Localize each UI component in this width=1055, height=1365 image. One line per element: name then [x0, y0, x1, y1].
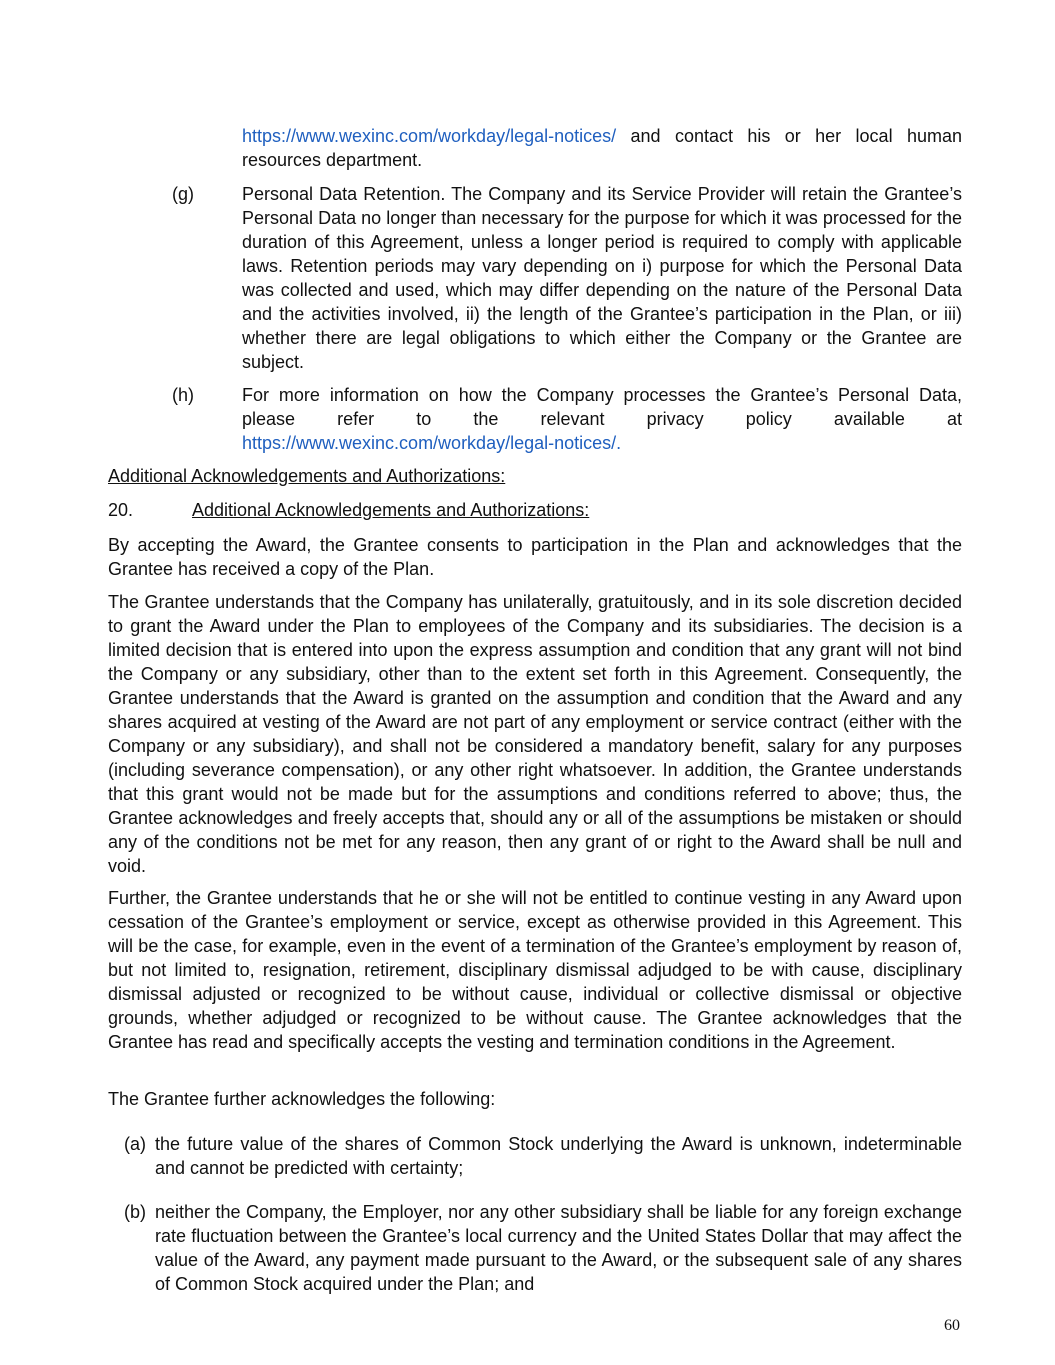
- paragraph-grant-discretion: The Grantee understands that the Company has unilaterally, gratuitously, and in its sole discretion decided to grant the Award under the Plan to employees of the Company and its subsidiaries. The decision is a limited decision that is entered into upon the express assumption and condition that any grant will not bind the Company or any subsidiary, other than to the extent set forth in this Agreement. Consequently, the Grantee understands that the Award is granted on the assumption and condition that the Award and any shares acquired at vesting of the Award are not part of any employment or service contract (either with the Company or any subsidiary), and shall not be considered a mandatory benefit, salary for any purposes (including severance compensation), or any other right whatsoever. In addition, the Grantee understands that this grant would not be made but for the assumptions and conditions referred to above; thus, the Grantee acknowledges and freely accepts that, should any or all of the assumptions be mistaken or should any of the conditions not be met for any reason, then any grant of or right to the Award shall be null and void.: [108, 592, 962, 876]
- item-text-b: neither the Company, the Employer, nor any other subsidiary shall be liable for any foreign exchange rate fluctuation between the Grantee’s local currency and the United States Dollar that may affect the value of the Award, any payment made pursuant to the Award, or the subsequent sale of any shares of Common Stock acquired under the Plan; and: [155, 1202, 962, 1294]
- continuation-text: and contact his or her local human resources department.: [242, 126, 962, 170]
- item-text-a: the future value of the shares of Common Stock underlying the Award is unknown, indeterminable and cannot be predicted with certainty;: [155, 1134, 962, 1178]
- section-number: 20.: [108, 500, 134, 520]
- item-label-h: (h): [172, 385, 194, 405]
- item-label-b: (b): [124, 1202, 146, 1222]
- item-text-g: Personal Data Retention. The Company and its Service Provider will retain the Grantee’s Personal Data no longer than necessary for the purpose for which it was processed for the duration of this Agreement, unless a longer period is required to comply with applicable laws. Retention periods may vary depending on i) purpose for which the Personal Data was collected and used, which may differ depending on the nature of the Personal Data and the activities involved, ii) the length of the Grantee’s participation in the Plan, or iii) whether there are legal obligations to which either the Company or the Grantee are subject.: [242, 184, 962, 372]
- paragraph-acceptance: By accepting the Award, the Grantee consents to participation in the Plan and acknowledges that the Grantee has received a copy of the Plan.: [108, 535, 962, 579]
- section-heading: Additional Acknowledgements and Authorizations:: [108, 466, 506, 486]
- privacy-policy-link[interactable]: https://www.wexinc.com/workday/legal-notices/.: [242, 433, 622, 453]
- page-number: 60: [944, 1317, 960, 1334]
- paragraph-vesting-cessation: Further, the Grantee understands that he or she will not be entitled to continue vesting in any Award upon cessation of the Grantee’s employment or service, except as otherwise provided in this Agreement. This will be the case, for example, even in the event of a termination of the Grantee’s employment by reason of, but not limited to, resignation, retirement, disciplinary dismissal adjudged to be with cause, disciplinary dismissal adjusted or recognized to be without cause, individual or collective dismissal or objective grounds, whether adjudged or recognized to be without cause. The Grantee acknowledges that the Grantee has read and specifically accepts the vesting and termination conditions in the Agreement.: [108, 888, 962, 1052]
- paragraph-further-ack: The Grantee further acknowledges the following:: [108, 1089, 496, 1109]
- item-label-g: (g): [172, 184, 194, 204]
- item-text-h-body: For more information on how the Company processes the Grantee’s Personal Data, please refer to the relevant privacy policy available at: [242, 385, 962, 429]
- item-label-a: (a): [124, 1134, 146, 1154]
- item-text-h: [242, 383, 962, 455]
- section-title: Additional Acknowledgements and Authorizations:: [192, 500, 590, 520]
- legal-notices-link[interactable]: https://www.wexinc.com/workday/legal-notices/: [242, 126, 617, 146]
- continuation-paragraph: [242, 124, 962, 172]
